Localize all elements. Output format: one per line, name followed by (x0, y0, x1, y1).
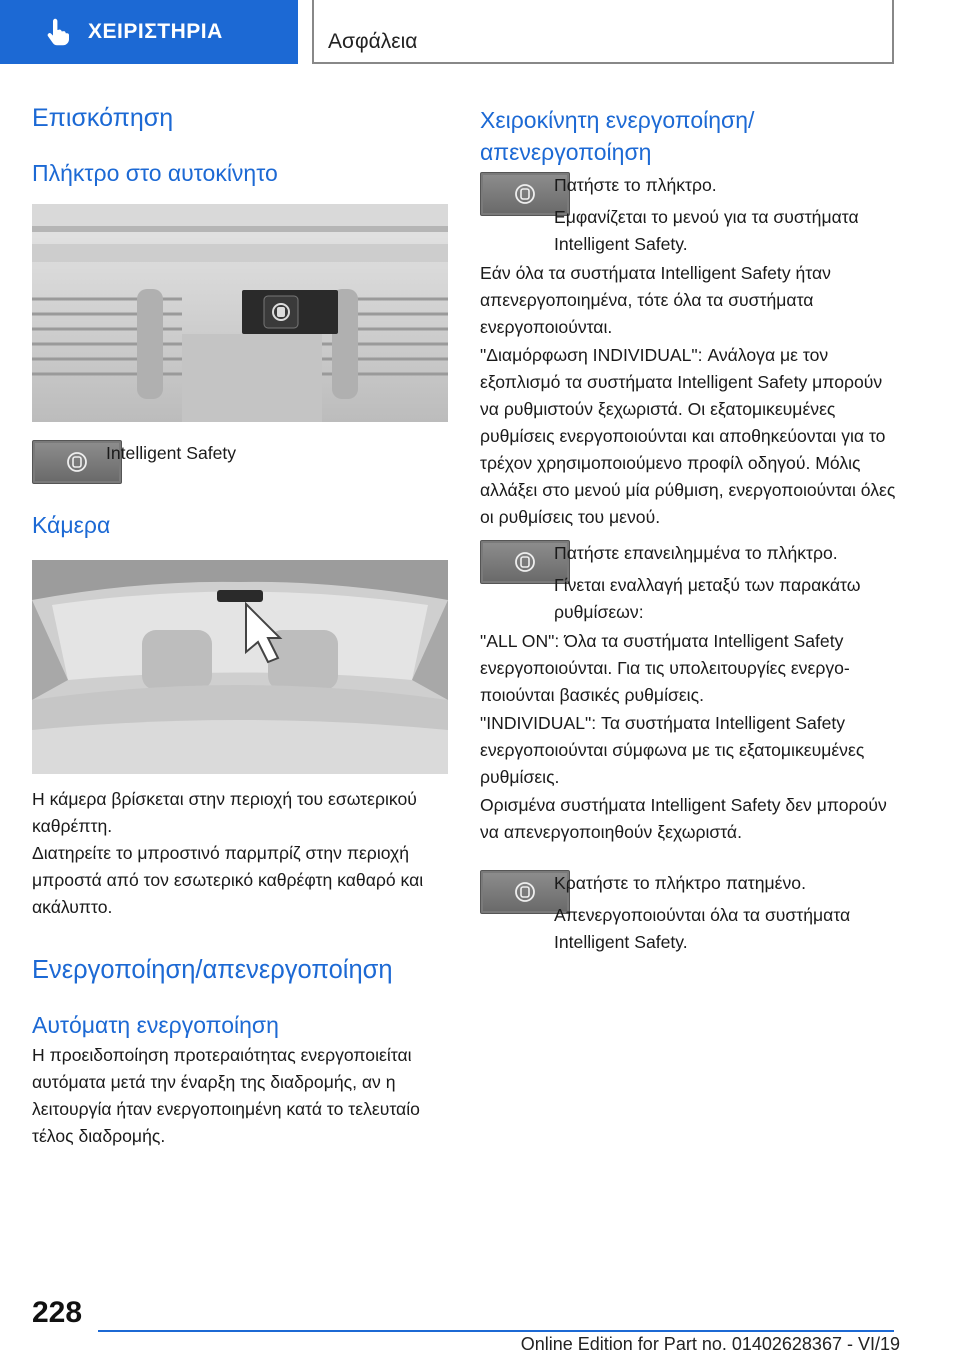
camera-location-text: Η κάμερα βρίσκεται στην περιοχή του εσωτερικού καθρέπτη. (32, 789, 417, 836)
edition-text: Online Edition for Part no. 01402628367 - VI/19 (520, 1334, 900, 1354)
chapter-label: ΧΕΙΡΙΣΤΗΡΙΑ (88, 20, 223, 43)
step2-result: Γίνεται εναλλαγή μεταξύ των παρακάτω ρυθμίσεων: (554, 575, 861, 622)
step1-text: Πατήστε το πλήκτρο. (554, 175, 717, 195)
camera-location-image (32, 560, 448, 774)
camera-heading: Κάμερα (32, 512, 111, 538)
step2-all-on-text: "ALL ON": Όλα τα συστήματα Intelligent Safety ενεργοποιούνται. Για τις υπολειτουργίες ενεργοποιούνται βασικές ρυθμίσεις. (480, 631, 850, 705)
activation-heading: Ενεργοποίηση/απενεργοποίηση (32, 956, 393, 984)
page-number: 228 (32, 1296, 83, 1329)
footer-divider (98, 1330, 894, 1332)
tab-chapter[interactable] (0, 0, 298, 64)
step1-individual-text: "Διαμόρφωση INDIVIDUAL": Ανάλογα με τον εξοπλισμό τα συστήματα Intelligent Safety μπορούν να ρυθμιστούν ξεχωριστά. Οι εξατομικευμένες ρυθμίσεις ενεργοποιούνται και αποθηκεύονται για το τρέχον χρησιμοποιούμενο προφίλ οδηγού. Μόλις αλλάξει στο μενού μία ρύθμιση, ενεργοποιούνται όλες οι ρυθμίσεις του μενού. (480, 345, 896, 527)
overview-heading: Επισκόπηση (32, 104, 174, 132)
button-heading: Πλήκτρο στο αυτοκίνητο (32, 160, 278, 186)
step2-text: Πατήστε επανειλημμένα το πλήκτρο. (554, 543, 838, 563)
step2-note-text: Ορισμένα συστήματα Intelligent Safety δεν μπορούν να απενεργοποιηθούν ξεχωριστά. (480, 795, 887, 842)
auto-activation-text: Η προειδοποίηση προτεραιότητας ενεργοποιείται αυτόματα μετά την έναρξη της διαδρομής, αν η λειτουργία ήταν ενεργοποιημένη κατά το τελευταίο τέλος διαδρομής. (32, 1045, 420, 1146)
button-caption: Intelligent Safety (106, 443, 237, 463)
tab-section[interactable] (312, 0, 894, 64)
hand-pointer-icon (42, 17, 72, 47)
manual-activation-heading: Χειροκίνητη ενεργοποίηση/ απενεργοποίηση (480, 107, 755, 165)
step3-text: Κρατήστε το πλήκτρο πατημένο. (554, 873, 806, 893)
header-tabs (0, 0, 960, 66)
dashboard-button-image (32, 204, 448, 422)
auto-activation-heading: Αυτόματη ενεργοποίηση (32, 1012, 279, 1038)
step3-result: Απενεργοποιούνται όλα τα συστήματα Intelligent Safety. (554, 905, 851, 952)
step1-all-off-text: Εάν όλα τα συστήματα Intelligent Safety ήταν απενεργοποιημένα, τότε όλα τα συστήματα ενεργοποιούνται. (480, 263, 831, 337)
step2-individual-text: "INDIVIDUAL": Τα συστήματα Intelligent Safety ενεργοποιούνται σύμφωνα με τις εξατομικευμένες ρυθμίσεις. (480, 713, 865, 787)
step1-result: Εμφανίζεται το μενού για τα συστήματα Intelligent Safety. (554, 207, 859, 254)
step1-result-line1 (554, 204, 894, 258)
section-label: Ασφάλεια (328, 30, 418, 53)
camera-clean-text: Διατηρείτε το μπροστινό παρμπρίζ στην περιοχή μπροστά από τον εσωτερικό καθρέφτη καθαρό και ακάλυπτο. (32, 843, 424, 917)
